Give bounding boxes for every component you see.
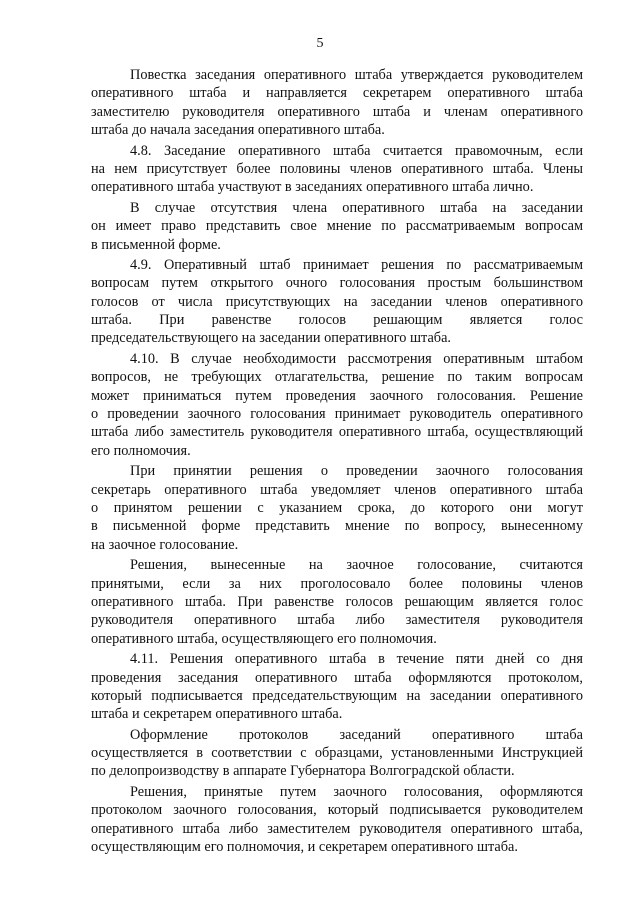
paragraph <box>91 783 583 857</box>
paragraph <box>91 199 583 254</box>
text-line: руководителя оперативного штаба либо заместителя руководителя <box>91 612 583 629</box>
text-line: на нем присутствует более половины членов оперативного штаба. Члены <box>91 160 583 177</box>
text-line: В случае отсутствия члена оперативного штаба на заседании <box>130 199 583 216</box>
text-line: штаба и секретарем оперативного штаба. <box>91 706 343 723</box>
text-line: штаба. При равенстве голосов решающим является голос <box>91 312 583 329</box>
text-line: по делопроизводству в аппарате Губернатора Волгоградской области. <box>91 763 515 780</box>
text-line: проведения заседания оперативного штаба оформляются протоколом, <box>91 669 583 686</box>
text-line: Повестка заседания оперативного штаба утверждается руководителем <box>130 67 583 83</box>
text-line: 4.9. Оперативный штаб принимает решения по рассматриваемым <box>130 256 583 273</box>
text-line: оперативного штаба либо заместителем руководителя оперативного штаба, <box>91 820 583 837</box>
paragraph <box>91 66 583 140</box>
text-line: осуществляющим его полномочия, и секретарем оперативного штаба. <box>91 839 518 856</box>
text-line: оперативного штаба участвуют в заседаниях оперативного штаба лично. <box>91 179 534 196</box>
text-line: может приниматься путем проведения заочного голосования. Решение <box>91 387 583 404</box>
text-line: 4.8. Заседание оперативного штаба считается правомочным, если <box>130 142 583 159</box>
text-line: вопросам путем открытого очного голосования простым большинством <box>91 275 583 292</box>
text-line: Оформление протоколов заседаний оперативного штаба <box>130 726 583 743</box>
text-line: голосов от числа присутствующих на заседании членов оперативного <box>91 293 583 310</box>
text-line: штаба до начала заседания оперативного штаба. <box>91 122 385 139</box>
text-line: о проведении заочного голосования принимает руководитель оперативного <box>91 406 583 423</box>
text-line: 4.10. В случае необходимости рассмотрения оперативным штабом <box>130 350 583 367</box>
text-line: председательствующего на заседании оперативного штаба. <box>91 330 451 347</box>
text-line: оперативного штаба, осуществляющего его полномочия. <box>91 630 437 647</box>
text-line: который подписывается председательствующим на заседании оперативного <box>91 687 583 704</box>
text-line: в письменной форме представить мнение по вопросу, вынесенному <box>91 518 583 535</box>
text-line: протоколом заочного голосования, который подписывается руководителем <box>91 802 583 819</box>
text-line: осуществляется в соответствии с образцами, установленными Инструкцией <box>91 745 583 762</box>
text-line: штаба либо заместитель руководителя оперативного штаба, осуществляющий <box>91 424 583 441</box>
text-line: секретарь оперативного штаба уведомляет членов оперативного штаба <box>91 481 583 498</box>
text-line: он имеет право представить свое мнение по рассматриваемым вопросам <box>91 218 583 235</box>
text-line: заместителю руководителя оперативного штаба и членам оперативного <box>91 103 583 120</box>
text-line: на заочное голосование. <box>91 536 239 553</box>
page-number: 5 <box>316 36 324 51</box>
text-line: его полномочия. <box>91 442 191 459</box>
text-line: о принятом решении с указанием срока, до которого они могут <box>91 499 583 516</box>
text-line: При принятии решения о проведении заочного голосования <box>130 463 583 480</box>
paragraph <box>91 650 583 724</box>
paragraph <box>91 350 583 460</box>
text-line: оперативного штаба и направляется секретарем оперативного штаба <box>91 85 583 102</box>
text-line: Решения, принятые путем заочного голосования, оформляются <box>130 783 583 800</box>
document-body <box>91 66 583 858</box>
paragraph <box>91 256 583 348</box>
text-line: Решения, вынесенные на заочное голосование, считаются <box>130 557 583 574</box>
paragraph <box>91 556 583 648</box>
paragraph <box>91 462 583 554</box>
text-line: вопросов, не требующих отлагательства, решение по таким вопросам <box>91 369 583 386</box>
text-line: в письменной форме. <box>91 236 221 253</box>
paragraph <box>91 142 583 197</box>
text-line: принятыми, если за них проголосовало более половины членов <box>91 575 583 592</box>
text-line: оперативного штаба. При равенстве голосов решающим является голос <box>91 593 583 610</box>
paragraph <box>91 726 583 781</box>
text-line: 4.11. Решения оперативного штаба в течение пяти дней со дня <box>130 651 583 668</box>
